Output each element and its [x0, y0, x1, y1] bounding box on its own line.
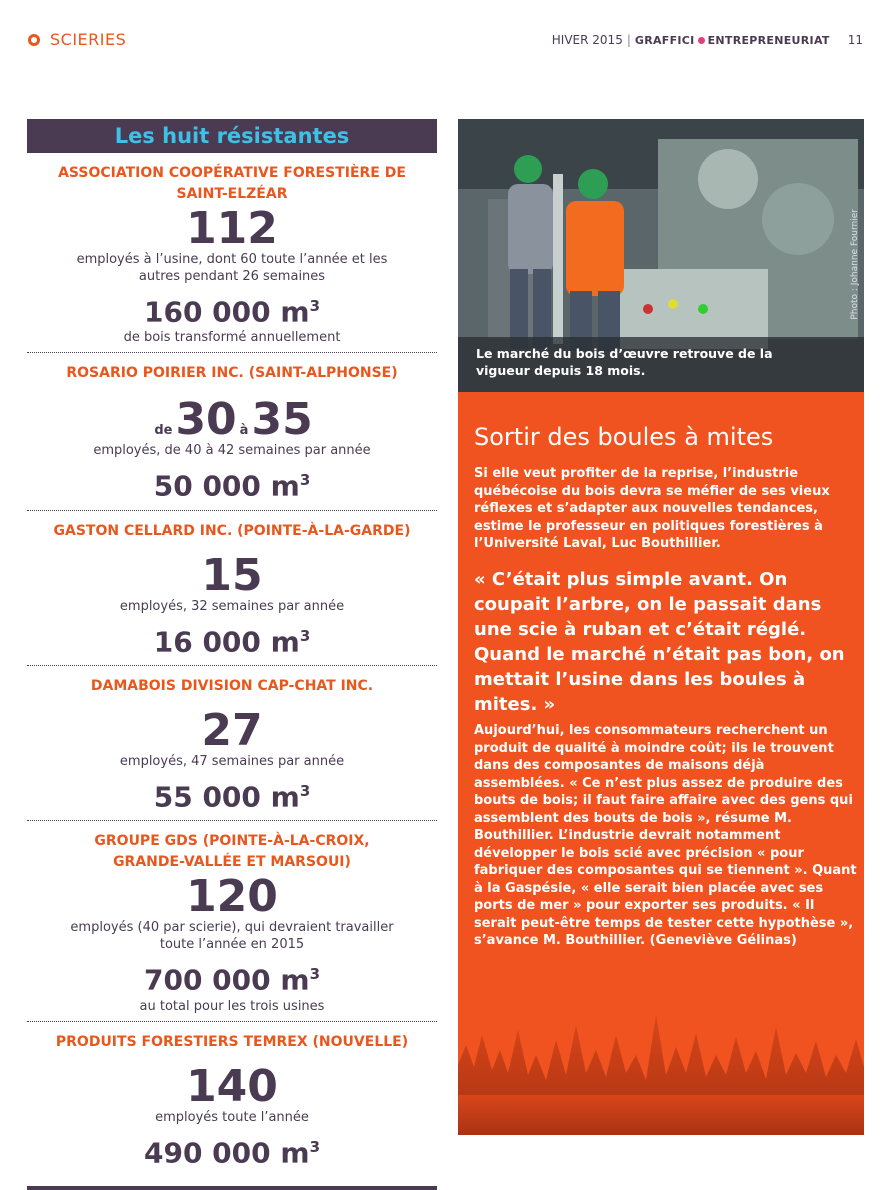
company-block: [27, 1022, 437, 1176]
article-lead: Si elle veut profiter de la reprise, l’industrie québécoise du bois devra se méfier de ses vieux réflexes et s’adapter aux nouvelles tendances, estime le professeur en politiques forestières à l’Université Laval, Luc Bouthillier.: [474, 466, 830, 551]
employee-count: 112: [186, 203, 278, 254]
volume-value: 55 000 $m^3$: [153, 780, 311, 814]
range-from: 30: [175, 394, 237, 446]
photo-caption: Le marché du bois d’œuvre retrouve de la vigueur depuis 18 mois.: [476, 346, 773, 378]
company-block: [27, 153, 437, 353]
section-ring-icon: [28, 34, 40, 46]
article-column: [458, 119, 864, 1135]
company-name: GROUPE GDS (POINTE-À-LA-CROIX, GRANDE-VALLÉE ET MARSOUI): [94, 833, 370, 871]
article-title: Sortir des boules à mites: [474, 423, 774, 451]
company-block: [27, 511, 437, 666]
issue-label: HIVER 2015: [551, 33, 623, 47]
company-name: ASSOCIATION COOPÉRATIVE FORESTIÈRE DE SAINT-ELZÉAR: [58, 165, 406, 202]
employee-desc: employés, de 40 à 42 semaines par année: [93, 443, 371, 459]
company-name: DAMABOIS DIVISION CAP-CHAT INC.: [90, 677, 374, 694]
brand-graffici: GRAFFICI: [634, 33, 695, 47]
range-mid: à: [239, 423, 249, 439]
brand-entrepreneuriat: ENTREPRENEURIAT: [707, 33, 830, 47]
sidebar-title: Les huit résistantes: [114, 124, 350, 148]
sidebar-bottom-rule: [27, 1186, 437, 1190]
employee-count: 140: [186, 1060, 278, 1112]
volume-value: 50 000 $m^3$: [153, 469, 311, 503]
page-header: [552, 33, 863, 47]
range-to: 35: [251, 394, 313, 446]
company-block: [27, 666, 437, 821]
section-header: [28, 30, 126, 49]
employee-count: 15: [201, 549, 263, 601]
company-name: PRODUITS FORESTIERS TEMREX (NOUVELLE): [55, 1033, 409, 1050]
company-name: ROSARIO POIRIER INC. (SAINT-ALPHONSE): [66, 365, 398, 382]
page-number: 11: [847, 33, 863, 47]
volume-desc: au total pour les trois usines: [139, 998, 325, 1014]
sawmill-photo: [458, 119, 864, 392]
employee-desc: employés à l’usine, dont 60 toute l’année et les autres pendant 26 semaines: [76, 252, 388, 284]
employee-desc: employés (40 par scierie), qui devraient travailler toute l’année en 2015: [70, 920, 394, 953]
sidebar-box: [27, 119, 437, 1190]
volume-value: 160 000 $m^3$: [143, 295, 320, 329]
header-divider: |: [626, 33, 631, 47]
photo-credit: Photo : Johanne Fournier: [850, 209, 860, 320]
employee-count: 27: [201, 704, 263, 756]
employee-desc: employés, 47 semaines par année: [119, 753, 345, 769]
company-block: [27, 353, 437, 510]
employee-range: [27, 394, 437, 446]
employee-count: 120: [186, 871, 278, 923]
employee-desc: employés toute l’année: [155, 1109, 309, 1125]
section-title: SCIERIES: [50, 30, 127, 49]
article-panel: [458, 392, 864, 1135]
article-body: Aujourd’hui, les consommateurs recherchent un produit de qualité à moindre coût; ils le trouvent dans des composantes de maisons déjà assemblées. « Ce n’est plus assez de produire des bouts de bois; il faut faire affaire avec des gens qui assemblent des bouts de bois », résume M. Bouthillier. L’industrie devrait notamment développer le bois scié avec précision « pour fabriquer des composantes qui se tiennent ». Quant à la Gaspésie, « elle serait bien placée avec ses ports de mer » pour exporter ses produits. « Il serait peut-être temps de tester cette hypothèse », s’avance M. Bouthillier. (Geneviève Gélinas): [474, 723, 857, 948]
volume-desc: de bois transformé annuellement: [123, 330, 341, 346]
brand-logo-icon: [698, 37, 705, 44]
volume-value: 700 000 $m^3$: [143, 963, 320, 997]
volume-value: 490 000 $m^3$: [143, 1135, 320, 1169]
employee-desc: employés, 32 semaines par année: [119, 598, 345, 614]
sidebar-banner: [27, 119, 437, 153]
company-name: GASTON CELLARD INC. (POINTE-À-LA-GARDE): [53, 522, 411, 539]
article-quote: « C’était plus simple avant. On coupait l’arbre, on le passait dans une scie à ruban et c’était réglé. Quand le marché n’était pas bon, on mettait l’usine dans les boules à mites. »: [474, 569, 845, 715]
range-prefix: de: [154, 423, 173, 439]
forest-silhouette-illustration: [458, 955, 864, 1135]
company-block: [27, 821, 437, 1021]
volume-value: 16 000 $m^3$: [153, 624, 311, 658]
